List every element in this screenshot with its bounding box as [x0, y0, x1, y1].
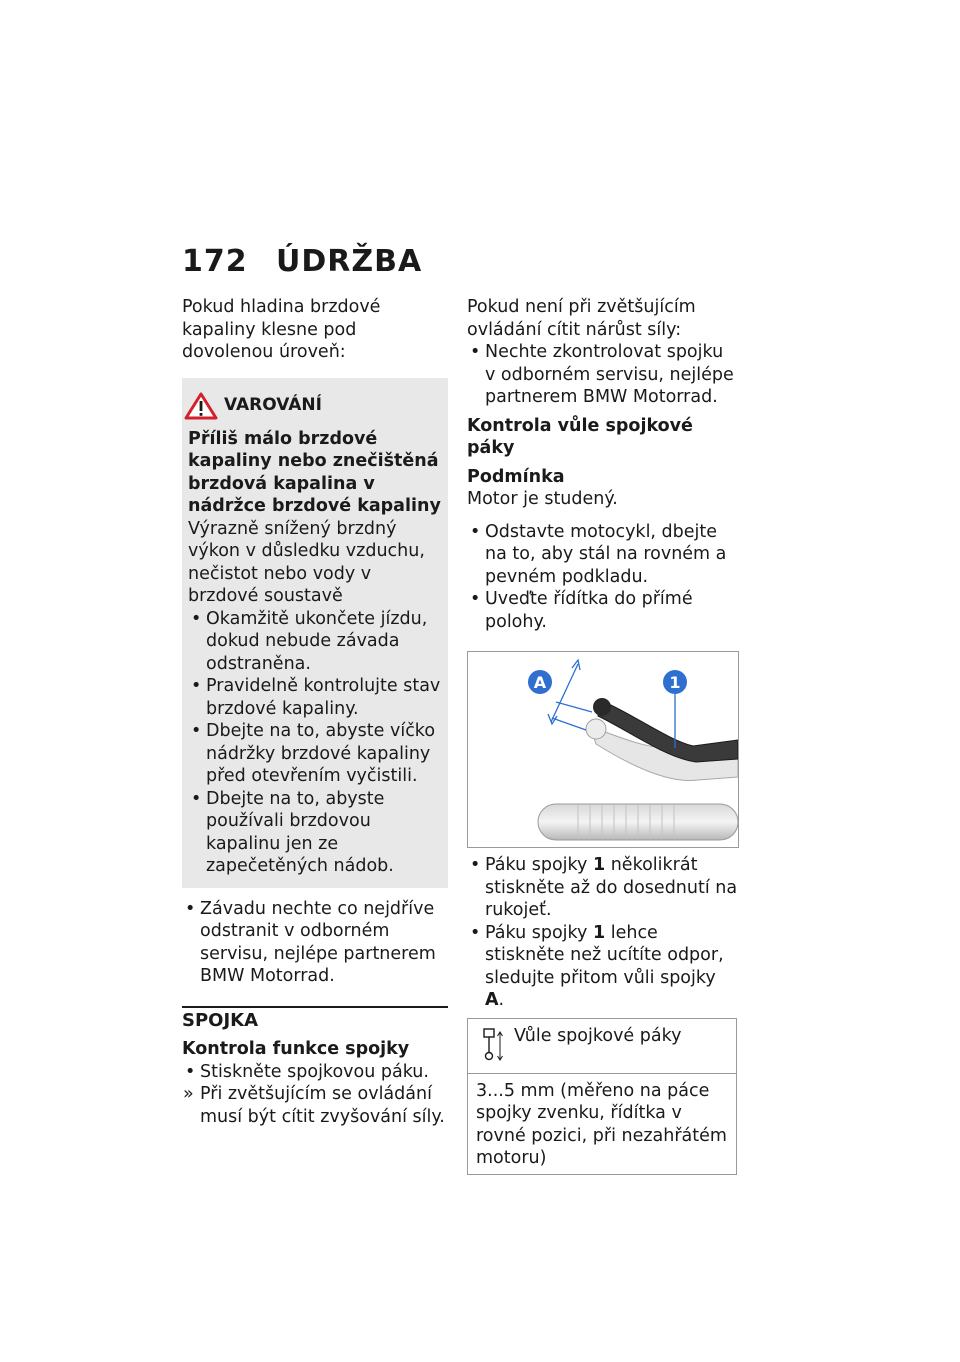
clutch-lever-figure — [467, 651, 739, 848]
spec-value: 3...5 mm (měřeno na páce spojky zvenku, řídítka v rovné pozici, při nezahřátém motoru) — [476, 1080, 727, 1168]
warning-text: Výrazně snížený brzdný výkon v důsledku vzduchu, nečistot nebo vody v brzdové soustavě — [188, 518, 425, 606]
condition-title: Podmínka — [467, 466, 565, 487]
step-text: lehce stiskněte než ucítíte odpor, sledujte přitom vůli spojky — [485, 922, 724, 988]
repair-bullet: • Závadu nechte co nejdříve odstranit v odborném servisu, nejlépe partnerem BMW Motorrad. — [182, 898, 448, 988]
warning-triangle-icon — [184, 392, 218, 420]
section-divider — [182, 1006, 448, 1033]
svg-text:A: A — [533, 673, 547, 692]
warning-bullet: • Okamžitě ukončete jízdu, dokud nebude závada odstraněna. — [188, 608, 442, 676]
condition-text: Motor je studený. — [467, 489, 618, 509]
service-bullet: • Nechte zkontrolovat spojku v odborném servisu, nejlépe partnerem BMW Motorrad. — [467, 341, 739, 409]
spec-header — [468, 1019, 736, 1074]
spec-table — [467, 1018, 737, 1175]
clutch-lever-illustration — [468, 652, 738, 847]
warning-box — [182, 378, 448, 888]
right-column — [467, 296, 739, 1175]
prep-bullet: • Uveďte řídítka do přímé polohy. — [467, 588, 739, 633]
subsection-title-clutch: Kontrola vůle spojkové páky — [467, 415, 693, 458]
prep-bullet: • Odstavte motocykl, dbejte na to, aby stál na rovném a pevném podkladu. — [467, 521, 739, 589]
warning-bullet: • Dbejte na to, abyste víčko nádržky brzdové kapaliny před otevřením vyčistili. — [188, 720, 442, 788]
part-number: 1 — [592, 855, 606, 875]
spec-title: Vůle spojkové páky — [514, 1025, 682, 1046]
intro-paragraph: Pokud hladina brzdové kapaliny klesne pod dovolenou úroveň: — [182, 297, 381, 362]
part-number: 1 — [592, 922, 606, 943]
part-label: A — [485, 990, 499, 1010]
warning-header — [184, 392, 442, 420]
warning-label: VAROVÁNÍ — [224, 395, 322, 416]
warning-title: Příliš málo brzdové kapaliny nebo znečištěná brzdová kapalina v nádržce brzdové kapaliny — [188, 428, 441, 516]
step-text: Páku spojky — [485, 922, 593, 943]
warning-bullet: • Dbejte na to, abyste používali brzdovou kapalinu jen ze zapečetěných nádob. — [188, 788, 442, 878]
step-text: několikrát stiskněte až do dosednutí na rukojeť. — [485, 855, 738, 920]
lever-step-2 — [467, 922, 739, 1012]
page-header — [182, 244, 422, 279]
page-title: ÚDRŽBA — [276, 244, 423, 279]
result-item: » Při zvětšujícím se ovládání musí být cítit zvyšování síly. — [182, 1083, 448, 1128]
svg-text:1: 1 — [669, 673, 681, 692]
left-column — [182, 296, 448, 1128]
step-text: Páku spojky — [485, 855, 593, 875]
subsection-title: Kontrola funkce spojky — [182, 1039, 410, 1059]
step-bullet: • Stiskněte spojkovou páku. — [182, 1061, 448, 1084]
clearance-gauge-icon — [482, 1025, 504, 1063]
step-text: . — [498, 990, 505, 1010]
warning-bullet: • Pravidelně kontrolujte stav brzdové kapaliny. — [188, 675, 442, 720]
section-title: SPOJKA — [182, 1009, 259, 1031]
page-number: 172 — [182, 244, 248, 279]
intro-paragraph-right: Pokud není při zvětšujícím ovládání cítit nárůst síly: — [467, 297, 696, 340]
lever-step-1 — [467, 854, 739, 922]
